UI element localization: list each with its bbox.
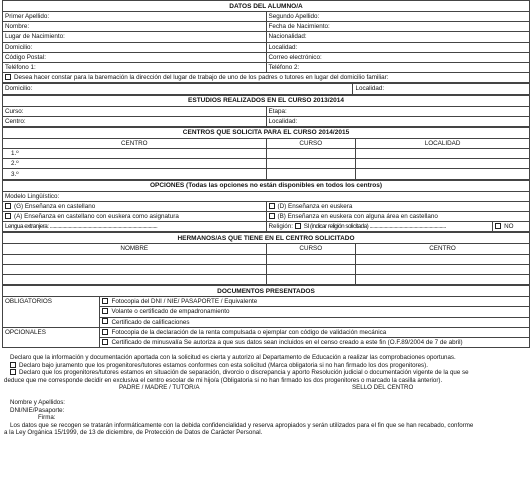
- model-b-option[interactable]: [266, 212, 530, 222]
- doc-label: Certificado de calificaciones: [111, 318, 190, 326]
- signer-id-field[interactable]: DNI/NIE/Pasaporte:: [10, 406, 65, 414]
- second-surname-field[interactable]: Segundo Apellido:: [266, 12, 530, 22]
- documents-title: DOCUMENTOS PRESENTADOS: [3, 286, 530, 297]
- doc-option[interactable]: [100, 307, 530, 317]
- checkbox[interactable]: [295, 223, 301, 229]
- phone1-field[interactable]: Teléfono 1:: [3, 62, 267, 72]
- column-header: CURSO: [266, 244, 356, 254]
- email-field[interactable]: Correo electrónico:: [266, 52, 530, 62]
- doc-option[interactable]: [100, 327, 530, 337]
- first-surname-field[interactable]: Primer Apellido:: [3, 12, 267, 22]
- checkbox[interactable]: [5, 74, 11, 80]
- checkbox[interactable]: [102, 329, 108, 335]
- checkbox[interactable]: [269, 203, 275, 209]
- foreign-language-field[interactable]: Lengua extranjera: ......................................................................................: [3, 222, 267, 232]
- doc-label: Certificado de minusvalía Se autoriza a que sus datos sean incluidos en el censo creado a este fin (O.F.89/2004 de 7 de abril): [111, 338, 463, 346]
- sibling-course-cell[interactable]: [266, 264, 356, 274]
- town-cell[interactable]: [356, 149, 530, 159]
- siblings-title: HERMANOS/AS QUE TIENE EN EL CENTRO SOLICITADO: [3, 233, 530, 244]
- school-choice-2[interactable]: 2.º: [3, 159, 267, 169]
- sibling-school-cell[interactable]: [356, 254, 530, 264]
- enrollment-form: [2, 0, 530, 437]
- column-header: LOCALIDAD: [356, 138, 530, 148]
- doc-label: Fotocopia del DNI / NIE/ PASAPORTE / Equivalente: [111, 298, 258, 306]
- checkbox[interactable]: [102, 339, 108, 345]
- sibling-course-cell[interactable]: [266, 254, 356, 264]
- religion-yes-label: SI (indicar religión solicitada) .............................................................: [303, 223, 446, 231]
- mandatory-label: OBLIGATORIOS: [3, 297, 100, 328]
- work-address-option[interactable]: [3, 73, 530, 83]
- checkbox[interactable]: [10, 362, 16, 368]
- studies-section: [2, 95, 530, 127]
- checkbox[interactable]: [102, 298, 108, 304]
- town-cell[interactable]: [356, 169, 530, 179]
- options-title: OPCIONES (Todas las opciones no están disponibles en todos los centros): [3, 180, 530, 191]
- religion-no-option[interactable]: [493, 222, 530, 232]
- phone2-field[interactable]: Teléfono 2:: [266, 62, 530, 72]
- course-cell[interactable]: [266, 149, 356, 159]
- options-section: [2, 180, 530, 233]
- signer-name-field[interactable]: Nombre y Apellidos:: [10, 399, 66, 407]
- signature-headers: [4, 384, 528, 392]
- stage-field[interactable]: Etapa:: [266, 106, 530, 116]
- course-cell[interactable]: [266, 169, 356, 179]
- privacy-notice: Los datos que se recogen se tratarán informáticamente con la debida confidencialidad y reserva apropiados y serán utilizados para el fin que se han recabado, conforme: [10, 421, 474, 429]
- table-row: [3, 274, 530, 284]
- checkbox[interactable]: [495, 223, 501, 229]
- town-field[interactable]: Localidad:: [266, 42, 530, 52]
- sibling-course-cell[interactable]: [266, 274, 356, 284]
- name-field[interactable]: Nombre:: [3, 22, 267, 32]
- religion-label: Religión:: [268, 223, 294, 231]
- student-data-section: [2, 0, 530, 83]
- column-header: CENTRO: [356, 244, 530, 254]
- spacer: [4, 392, 528, 399]
- doc-label: Volante o certificado de empadronamiento: [111, 308, 230, 316]
- school-field[interactable]: Centro:: [3, 116, 267, 126]
- column-header: CENTRO: [3, 138, 267, 148]
- religion-option[interactable]: [266, 222, 493, 232]
- model-b-label: (B) Enseñanza en euskera con alguna área en castellano: [277, 213, 438, 221]
- declaration-text: deduce que me corresponde decidir en exclusiva el centro escolar de mi hijo/a (Obligatoria si no han firmado los dos progenitores o marcado la casilla anterior).: [4, 376, 443, 384]
- work-address-field[interactable]: Domicilio:: [3, 84, 353, 94]
- table-row: [3, 159, 530, 169]
- model-g-option[interactable]: [3, 201, 267, 211]
- model-a-option[interactable]: [3, 212, 267, 222]
- declaration-label: Declaro que los progenitores/tutores estamos en situación de separación, divorcio o discrepancia y aporto Resolución judicial o documentación vigente de la que se: [19, 369, 469, 377]
- sibling-school-cell[interactable]: [356, 264, 530, 274]
- doc-option[interactable]: [100, 317, 530, 327]
- siblings-section: [2, 232, 530, 285]
- doc-option[interactable]: [100, 337, 530, 347]
- table-row: [3, 264, 530, 274]
- privacy-notice-cont: a la Ley Orgánica 15/1999, de 13 de diciembre, de Protección de Datos de Carácter Personal.: [4, 429, 263, 437]
- schools-requested-section: [2, 127, 530, 180]
- birth-place-field[interactable]: Lugar de Nacimiento:: [3, 32, 267, 42]
- declarations: [2, 354, 530, 437]
- school-stamp-heading: SELLO DEL CENTRO: [352, 384, 414, 392]
- declaration-label: Declaro bajo juramento que los progenitores/tutores estamos conformes con esta solicitud (Marca obligatoria si no han firmado los dos progenitores).: [19, 361, 428, 369]
- optional-label: OPCIONALES: [3, 327, 100, 347]
- checkbox[interactable]: [102, 308, 108, 314]
- column-header: NOMBRE: [3, 244, 267, 254]
- course-field[interactable]: Curso:: [3, 106, 267, 116]
- address-field[interactable]: Domicilio:: [3, 42, 267, 52]
- language-model-label: Modelo Lingüístico:: [3, 191, 530, 201]
- course-cell[interactable]: [266, 159, 356, 169]
- nationality-field[interactable]: Nacionalidad:: [266, 32, 530, 42]
- doc-label: Fotocopia de la declaración de la renta compulsada o ejemplar con código de validación mecánica: [111, 328, 387, 336]
- doc-option[interactable]: [100, 297, 530, 307]
- checkbox[interactable]: [5, 203, 11, 209]
- postal-code-field[interactable]: Código Postal:: [3, 52, 267, 62]
- declaration-option[interactable]: [4, 369, 528, 377]
- checkbox[interactable]: [10, 369, 16, 375]
- table-row: [3, 254, 530, 264]
- declaration-text: Declaro que la información y documentación aportada con la solicitud es cierta y autorizo al Departamento de Educación a realizar las comprobaciones oportunas.: [10, 354, 456, 362]
- birth-date-field[interactable]: Fecha de Nacimiento:: [266, 22, 530, 32]
- declaration-option[interactable]: [4, 362, 528, 370]
- checkbox[interactable]: [102, 318, 108, 324]
- sibling-name-cell[interactable]: [3, 264, 267, 274]
- sibling-name-cell[interactable]: [3, 274, 267, 284]
- school-choice-3[interactable]: 3.º: [3, 169, 267, 179]
- sibling-school-cell[interactable]: [356, 274, 530, 284]
- school-choice-1[interactable]: 1.º: [3, 149, 267, 159]
- model-a-label: (A) Enseñanza en castellano con euskera como asignatura: [14, 213, 179, 221]
- work-address-row: [2, 83, 530, 94]
- work-address-label: Desea hacer constar para la baremación la dirección del lugar de trabajo de uno de los padres o tutores en lugar del domicilio familiar:: [14, 74, 389, 82]
- town-cell[interactable]: [356, 159, 530, 169]
- checkbox[interactable]: [5, 213, 11, 219]
- parent-signature-heading: PADRE / MADRE / TUTOR/A: [119, 384, 200, 392]
- religion-no-label: NO: [504, 223, 514, 231]
- student-data-title: DATOS DEL ALUMNO/A: [3, 1, 530, 12]
- table-row: [3, 149, 530, 159]
- signature-field[interactable]: Firma:: [38, 414, 56, 422]
- school-town-field[interactable]: Localidad:: [266, 116, 530, 126]
- model-d-option[interactable]: [266, 201, 530, 211]
- model-d-label: (D) Enseñanza en euskera: [277, 202, 353, 210]
- checkbox[interactable]: [269, 213, 275, 219]
- schools-requested-title: CENTROS QUE SOLICITA PARA EL CURSO 2014/2015: [3, 127, 530, 138]
- column-header: CURSO: [266, 138, 356, 148]
- documents-section: [2, 285, 530, 348]
- model-g-label: (G) Enseñanza en castellano: [14, 202, 96, 210]
- sibling-name-cell[interactable]: [3, 254, 267, 264]
- studies-title: ESTUDIOS REALIZADOS EN EL CURSO 2013/2014: [3, 95, 530, 106]
- work-town-field[interactable]: Localidad:: [353, 84, 530, 94]
- table-row: [3, 169, 530, 179]
